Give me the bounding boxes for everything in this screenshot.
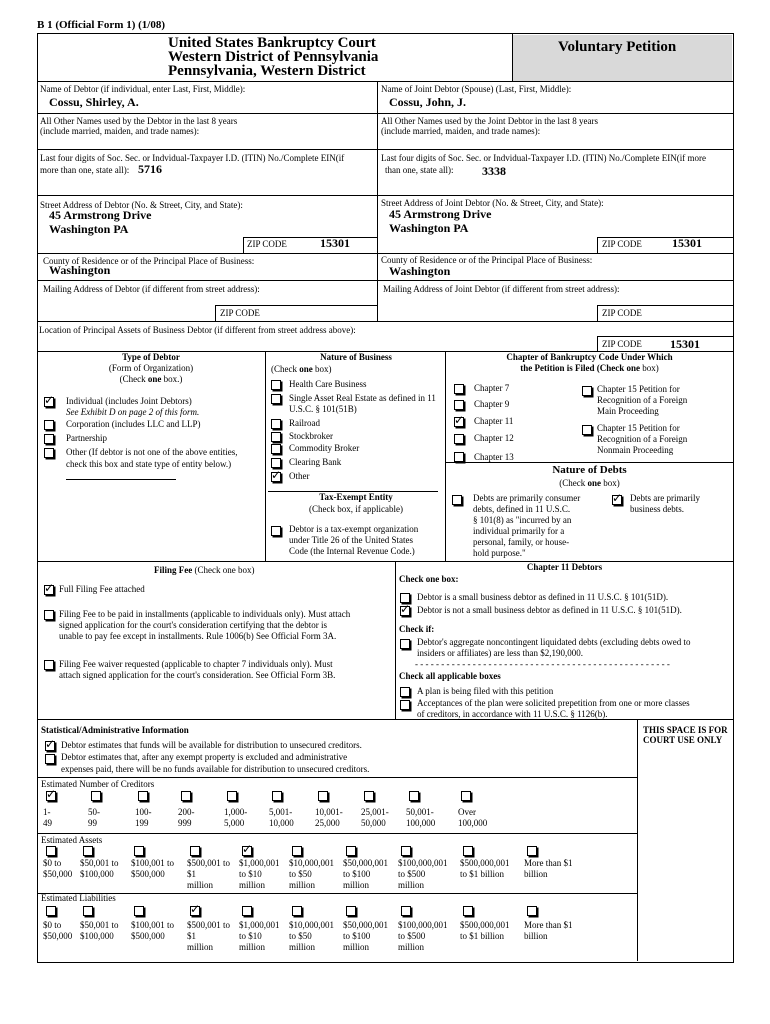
corporation-label: Corporation (includes LLC and LLP) bbox=[66, 419, 201, 429]
debtor-street-1[interactable]: 45 Armstrong Drive bbox=[49, 208, 152, 222]
not-small-business-label: Debtor is not a small business debtor as defined in 11 U.S.C. § 101(51D). bbox=[417, 605, 682, 615]
joint-county-label: County of Residence or of the Principal Place of Business: bbox=[381, 255, 593, 265]
installments-l2: signed application for the court's consideration certifying that the debtor is bbox=[59, 620, 328, 630]
joint-street-label: Street Address of Joint Debtor (No. & Street, City, and State): bbox=[381, 198, 604, 208]
acceptances-l1: Acceptances of the plan were solicited prepetition from one or more classes bbox=[417, 698, 690, 708]
assets-option-5-label: million bbox=[239, 880, 266, 890]
debtor-name-label: Name of Debtor (if individual, enter Last, First, Middle): bbox=[40, 84, 246, 94]
creditors-option-9-checkbox[interactable] bbox=[409, 791, 419, 801]
liabilities-option-8-label: $100,000,001 bbox=[398, 920, 448, 930]
nature-business-sub: (Check one box) bbox=[271, 364, 332, 374]
consumer-l5: personal, family, or house- bbox=[473, 537, 570, 547]
nature-business-title: Nature of Business bbox=[320, 352, 392, 362]
acceptances-l2: of creditors, in accordance with 11 U.S.C. § 1126(b). bbox=[417, 709, 608, 719]
creditors-option-1-checkbox[interactable] bbox=[46, 791, 56, 801]
location-zip[interactable]: 15301 bbox=[670, 337, 700, 351]
assets-label: Estimated Assets bbox=[41, 835, 103, 845]
assets-option-10-checkbox[interactable] bbox=[527, 846, 537, 856]
location-label: Location of Principal Assets of Business Debtor (if different from street address above): bbox=[39, 325, 356, 335]
business-l2: business debts. bbox=[630, 504, 684, 514]
liabilities-label: Estimated Liabilities bbox=[41, 893, 116, 903]
other-entity-label-2: check this box and state type of entity below.) bbox=[66, 459, 232, 469]
tax-exempt-checkbox[interactable] bbox=[271, 526, 281, 536]
assets-option-7-label: million bbox=[343, 880, 370, 890]
statistical-title: Statistical/Administrative Information bbox=[41, 725, 189, 735]
aggregate-l1: Debtor's aggregate noncontingent liquidated debts (excluding debts owed to bbox=[417, 637, 691, 647]
assets-option-4-label: $1 bbox=[187, 869, 196, 879]
court-line-3: Pennsylvania, Western District bbox=[168, 63, 366, 79]
other-business-label: Other bbox=[289, 471, 310, 481]
assets-option-10-label: More than $1 bbox=[524, 858, 573, 868]
partnership-label: Partnership bbox=[66, 433, 107, 443]
creditors-option-5-checkbox[interactable] bbox=[227, 791, 237, 801]
assets-option-1-label: $0 to bbox=[43, 858, 62, 868]
joint-other-names-label: All Other Names used by the Joint Debtor in the last 8 years bbox=[381, 116, 598, 126]
chapter-15-main-checkbox[interactable] bbox=[582, 386, 592, 396]
chapter-13-checkbox[interactable] bbox=[454, 452, 464, 462]
creditors-option-8-checkbox[interactable] bbox=[364, 791, 374, 801]
plan-filed-checkbox[interactable] bbox=[400, 687, 410, 697]
assets-option-10-label: billion bbox=[524, 869, 548, 879]
railroad-label: Railroad bbox=[289, 418, 320, 428]
health-care-checkbox[interactable] bbox=[271, 380, 281, 390]
assets-option-3-label: $100,001 to bbox=[131, 858, 175, 868]
funds-available-label: Debtor estimates that funds will be available for distribution to unsecured creditors. bbox=[61, 740, 362, 750]
joint-other-names-label-2: (include married, maiden, and trade names): bbox=[381, 126, 541, 136]
assets-option-3-checkbox[interactable] bbox=[134, 846, 144, 856]
creditors-option-3-label: 100- bbox=[135, 807, 152, 817]
nature-debts-sub: (Check one box) bbox=[559, 478, 620, 488]
liabilities-option-10-label: More than $1 bbox=[524, 920, 573, 930]
assets-option-8-label: million bbox=[398, 880, 425, 890]
debtor-ssn[interactable]: 5716 bbox=[138, 162, 162, 176]
installments-l3: unable to pay fee except in installments. Rule 1006(b) See Official Form 3A. bbox=[59, 631, 337, 641]
liabilities-option-1-label: $0 to bbox=[43, 920, 62, 930]
assets-option-9-label: $500,000,001 bbox=[460, 858, 510, 868]
type-debtor-sub2: (Check one box.) bbox=[119, 374, 183, 384]
no-funds-checkbox[interactable] bbox=[45, 754, 55, 764]
other-entity-line[interactable] bbox=[66, 479, 176, 480]
liabilities-option-8-label: million bbox=[398, 942, 425, 952]
creditors-option-1-label: 1- bbox=[43, 807, 51, 817]
liabilities-option-4-label: $1 bbox=[187, 931, 196, 941]
liabilities-option-4-checkbox[interactable] bbox=[190, 906, 200, 916]
liabilities-option-10-label: billion bbox=[524, 931, 548, 941]
full-fee-label: Full Filing Fee attached bbox=[59, 584, 145, 594]
clearing-bank-label: Clearing Bank bbox=[289, 457, 342, 467]
tax-exempt-title: Tax-Exempt Entity bbox=[319, 492, 393, 502]
debtor-other-names-label: All Other Names used by the Debtor in the last 8 years bbox=[40, 116, 238, 126]
assets-option-4-checkbox[interactable] bbox=[190, 846, 200, 856]
consumer-l4: individual primarily for a bbox=[473, 526, 565, 536]
court-use-l2: COURT USE ONLY bbox=[643, 735, 723, 745]
nature-debts-title: Nature of Debts bbox=[552, 464, 627, 476]
chapter-11-checkbox[interactable] bbox=[454, 417, 464, 427]
debtor-county[interactable]: Washington bbox=[49, 263, 111, 277]
creditors-option-8-label: 25,001- bbox=[361, 807, 389, 817]
other-entity-checkbox[interactable] bbox=[44, 448, 54, 458]
business-debts-checkbox[interactable] bbox=[612, 495, 622, 505]
assets-option-2-checkbox[interactable] bbox=[83, 846, 93, 856]
assets-option-8-label: $100,000,001 bbox=[398, 858, 448, 868]
consumer-l2: debts, defined in 11 U.S.C. bbox=[473, 504, 571, 514]
waiver-checkbox[interactable] bbox=[44, 660, 54, 670]
chapter-9-checkbox[interactable] bbox=[454, 400, 464, 410]
ch11-debtors-title: Chapter 11 Debtors bbox=[526, 562, 603, 572]
debtor-mail-zip-label: ZIP CODE bbox=[220, 308, 260, 318]
joint-name-label: Name of Joint Debtor (Spouse) (Last, First, Middle): bbox=[381, 84, 572, 94]
chapter-12-label: Chapter 12 bbox=[474, 433, 514, 443]
creditors-option-4-label: 999 bbox=[178, 818, 192, 828]
waiver-l2: attach signed application for the court's consideration. See Official Form 3B. bbox=[59, 670, 336, 680]
chapter-15-nonmain-l1: Chapter 15 Petition for bbox=[597, 423, 680, 433]
assets-option-4-label: $500,001 to bbox=[187, 858, 231, 868]
assets-option-2-label: $100,000 bbox=[80, 869, 114, 879]
court-line-1: United States Bankruptcy Court bbox=[168, 35, 376, 51]
joint-name[interactable]: Cossu, John, J. bbox=[389, 95, 467, 109]
joint-zip-label: ZIP CODE bbox=[602, 239, 642, 249]
debtor-other-names-label-2: (include married, maiden, and trade names): bbox=[40, 126, 200, 136]
joint-mailing-label: Mailing Address of Joint Debtor (if different from street address): bbox=[383, 284, 620, 294]
stockbroker-checkbox[interactable] bbox=[271, 432, 281, 442]
liabilities-option-6-label: $10,000,001 bbox=[289, 920, 334, 930]
consumer-debts-checkbox[interactable] bbox=[452, 495, 462, 505]
health-care-label: Health Care Business bbox=[289, 379, 367, 389]
see-exhibit-d: See Exhibit D on page 2 of this form. bbox=[66, 407, 200, 417]
single-asset-label-2: U.S.C. § 101(51B) bbox=[289, 404, 357, 414]
assets-option-7-label: to $100 bbox=[343, 869, 371, 879]
tax-exempt-l2: under Title 26 of the United States bbox=[289, 535, 413, 545]
chapter-15-main-l2: Recognition of a Foreign bbox=[597, 395, 688, 405]
liabilities-option-4-label: million bbox=[187, 942, 214, 952]
liabilities-option-5-checkbox[interactable] bbox=[242, 906, 252, 916]
assets-option-9-label: to $1 billion bbox=[460, 869, 505, 879]
creditors-option-7-label: 25,000 bbox=[315, 818, 340, 828]
chapter-7-label: Chapter 7 bbox=[474, 383, 510, 393]
liabilities-option-10-checkbox[interactable] bbox=[527, 906, 537, 916]
consumer-l3: § 101(8) as "incurred by an bbox=[473, 515, 572, 525]
business-l1: Debts are primarily bbox=[630, 493, 700, 503]
debtor-mailing-label: Mailing Address of Debtor (if different from street address): bbox=[43, 284, 260, 294]
no-funds-l2: expenses paid, there will be no funds available for distribution to unsecured creditors. bbox=[61, 764, 370, 774]
other-entity-label: Other (If debtor is not one of the above entities, bbox=[66, 447, 238, 457]
liabilities-option-5-label: million bbox=[239, 942, 266, 952]
tax-exempt-l1: Debtor is a tax-exempt organization bbox=[289, 524, 419, 534]
debtor-zip-label: ZIP CODE bbox=[247, 239, 287, 249]
liabilities-option-6-checkbox[interactable] bbox=[292, 906, 302, 916]
chapter-13-label: Chapter 13 bbox=[474, 452, 514, 462]
joint-county[interactable]: Washington bbox=[389, 264, 451, 278]
assets-option-5-label: to $10 bbox=[239, 869, 262, 879]
chapter-15-nonmain-l3: Nonmain Proceeding bbox=[597, 445, 674, 455]
chapter-title: Chapter of Bankruptcy Code Under Which bbox=[506, 352, 673, 362]
creditors-option-2-checkbox[interactable] bbox=[91, 791, 101, 801]
joint-street-1[interactable]: 45 Armstrong Drive bbox=[389, 207, 492, 221]
chapter-15-main-l3: Main Proceeding bbox=[597, 406, 659, 416]
individual-label: Individual (includes Joint Debtors) bbox=[66, 396, 192, 406]
liabilities-option-1-checkbox[interactable] bbox=[46, 906, 56, 916]
type-debtor-title: Type of Debtor bbox=[122, 352, 180, 362]
single-asset-checkbox[interactable] bbox=[271, 394, 281, 404]
assets-option-9-checkbox[interactable] bbox=[463, 846, 473, 856]
creditors-label: Estimated Number of Creditors bbox=[41, 779, 155, 789]
liabilities-option-3-label: $500,000 bbox=[131, 931, 165, 941]
debtor-ssn-label-2: more than one, state all): bbox=[40, 165, 130, 175]
tax-exempt-sub: (Check box, if applicable) bbox=[309, 504, 403, 514]
consumer-l1: Debts are primarily consumer bbox=[473, 493, 581, 503]
joint-ssn-label-2: than one, state all): bbox=[385, 165, 454, 175]
creditors-option-5-label: 5,000 bbox=[224, 818, 245, 828]
creditors-option-8-label: 50,000 bbox=[361, 818, 386, 828]
chapter-9-label: Chapter 9 bbox=[474, 399, 510, 409]
installments-l1: Filing Fee to be paid in installments (applicable to individuals only). Must attach bbox=[59, 609, 351, 619]
liabilities-option-7-label: $50,000,001 bbox=[343, 920, 388, 930]
commodity-label: Commodity Broker bbox=[289, 443, 360, 453]
petition-title: Voluntary Petition bbox=[558, 39, 677, 55]
form-id: B 1 (Official Form 1) (1/08) bbox=[37, 19, 165, 31]
creditors-option-2-label: 99 bbox=[88, 818, 97, 828]
full-fee-checkbox[interactable] bbox=[44, 585, 54, 595]
liabilities-option-5-label: $1,000,001 bbox=[239, 920, 280, 930]
joint-street-2[interactable]: Washington PA bbox=[389, 221, 469, 235]
type-debtor-sub1: (Form of Organization) bbox=[108, 363, 194, 373]
liabilities-option-5-label: to $10 bbox=[239, 931, 262, 941]
creditors-option-9-label: 100,000 bbox=[406, 818, 436, 828]
commodity-checkbox[interactable] bbox=[271, 444, 281, 454]
debtor-street-label: Street Address of Debtor (No. & Street, City, and State): bbox=[40, 200, 243, 210]
liabilities-option-8-checkbox[interactable] bbox=[401, 906, 411, 916]
filing-fee-title: Filing Fee (Check one box) bbox=[154, 565, 255, 575]
assets-option-5-label: $1,000,001 bbox=[239, 858, 280, 868]
liabilities-option-7-label: to $100 bbox=[343, 931, 371, 941]
liabilities-option-4-label: $500,001 to bbox=[187, 920, 231, 930]
acceptances-checkbox[interactable] bbox=[400, 700, 410, 710]
liabilities-option-2-label: $50,001 to bbox=[80, 920, 119, 930]
small-business-label: Debtor is a small business debtor as defined in 11 U.S.C. § 101(51D). bbox=[417, 592, 669, 602]
debtor-name[interactable]: Cossu, Shirley, A. bbox=[49, 95, 139, 109]
creditors-option-4-label: 200- bbox=[178, 807, 195, 817]
creditors-option-10-label: 100,000 bbox=[458, 818, 488, 828]
assets-option-3-label: $500,000 bbox=[131, 869, 165, 879]
assets-option-7-checkbox[interactable] bbox=[346, 846, 356, 856]
liabilities-option-3-label: $100,001 to bbox=[131, 920, 175, 930]
individual-checkbox[interactable] bbox=[44, 397, 54, 407]
ch11-check-all: Check all applicable boxes bbox=[399, 671, 501, 681]
liabilities-option-9-checkbox[interactable] bbox=[463, 906, 473, 916]
installments-checkbox[interactable] bbox=[44, 610, 54, 620]
chapter-7-checkbox[interactable] bbox=[454, 384, 464, 394]
joint-mail-zip-label: ZIP CODE bbox=[602, 308, 642, 318]
creditors-option-10-checkbox[interactable] bbox=[461, 791, 471, 801]
creditors-option-2-label: 50- bbox=[88, 807, 100, 817]
creditors-option-3-label: 199 bbox=[135, 818, 149, 828]
liabilities-option-9-label: to $1 billion bbox=[460, 931, 505, 941]
partnership-checkbox[interactable] bbox=[44, 434, 54, 444]
court-line-2: Western District of Pennsylvania bbox=[168, 49, 379, 65]
stockbroker-label: Stockbroker bbox=[289, 431, 333, 441]
assets-option-1-checkbox[interactable] bbox=[46, 846, 56, 856]
ch11-check-one: Check one box: bbox=[399, 574, 459, 584]
chapter-11-label: Chapter 11 bbox=[474, 416, 514, 426]
assets-option-2-label: $50,001 to bbox=[80, 858, 119, 868]
no-funds-l1: Debtor estimates that, after any exempt property is excluded and administrative bbox=[61, 752, 348, 762]
chapter-12-checkbox[interactable] bbox=[454, 434, 464, 444]
single-asset-label: Single Asset Real Estate as defined in 11 bbox=[289, 393, 436, 403]
assets-option-7-label: $50,000,001 bbox=[343, 858, 388, 868]
joint-ssn[interactable]: 3338 bbox=[482, 164, 506, 178]
aggregate-debts-checkbox[interactable] bbox=[400, 639, 410, 649]
liabilities-option-6-label: to $50 bbox=[289, 931, 312, 941]
chapter-15-nonmain-l2: Recognition of a Foreign bbox=[597, 434, 688, 444]
assets-option-5-checkbox[interactable] bbox=[242, 846, 252, 856]
assets-option-8-label: to $500 bbox=[398, 869, 426, 879]
creditors-option-4-checkbox[interactable] bbox=[181, 791, 191, 801]
tax-exempt-l3: Code (the Internal Revenue Code.) bbox=[289, 546, 415, 556]
liabilities-option-1-label: $50,000 bbox=[43, 931, 73, 941]
creditors-option-7-checkbox[interactable] bbox=[318, 791, 328, 801]
creditors-option-3-checkbox[interactable] bbox=[138, 791, 148, 801]
liabilities-option-2-checkbox[interactable] bbox=[83, 906, 93, 916]
chapter-title-2: the Petition is Filed (Check one box) bbox=[520, 363, 659, 373]
creditors-option-6-label: 5,001- bbox=[269, 807, 293, 817]
railroad-checkbox[interactable] bbox=[271, 419, 281, 429]
chapter-15-main-l1: Chapter 15 Petition for bbox=[597, 384, 680, 394]
assets-option-6-label: million bbox=[289, 880, 316, 890]
assets-option-6-label: to $50 bbox=[289, 869, 312, 879]
creditors-option-7-label: 10,001- bbox=[315, 807, 343, 817]
dashed-separator: - - - - - - - - - - - - - - - - - - - - - - - - - - - - - - - - - - - - - - - - - - - - - - - - - bbox=[415, 659, 670, 669]
consumer-l6: hold purpose." bbox=[473, 548, 526, 558]
liabilities-option-3-checkbox[interactable] bbox=[134, 906, 144, 916]
chapter-15-nonmain-checkbox[interactable] bbox=[582, 425, 592, 435]
court-use-l1: THIS SPACE IS FOR bbox=[643, 725, 728, 735]
assets-option-1-label: $50,000 bbox=[43, 869, 73, 879]
not-small-business-checkbox[interactable] bbox=[400, 606, 410, 616]
creditors-option-6-label: 10,000 bbox=[269, 818, 294, 828]
liabilities-option-6-label: million bbox=[289, 942, 316, 952]
joint-zip[interactable]: 15301 bbox=[672, 236, 702, 250]
plan-filed-label: A plan is being filed with this petition bbox=[417, 686, 554, 696]
waiver-l1: Filing Fee waiver requested (applicable to chapter 7 individuals only). Must bbox=[59, 659, 333, 669]
funds-available-checkbox[interactable] bbox=[45, 741, 55, 751]
assets-option-6-label: $10,000,001 bbox=[289, 858, 334, 868]
liabilities-option-7-checkbox[interactable] bbox=[346, 906, 356, 916]
creditors-option-5-label: 1,000- bbox=[224, 807, 248, 817]
liabilities-option-9-label: $500,000,001 bbox=[460, 920, 510, 930]
liabilities-option-2-label: $100,000 bbox=[80, 931, 114, 941]
assets-option-4-label: million bbox=[187, 880, 214, 890]
joint-ssn-label: Last four digits of Soc. Sec. or Indvidual-Taxpayer I.D. (ITIN) No./Complete EIN(if more bbox=[381, 153, 707, 163]
corporation-checkbox[interactable] bbox=[44, 420, 54, 430]
assets-option-8-checkbox[interactable] bbox=[401, 846, 411, 856]
other-business-checkbox[interactable] bbox=[271, 472, 281, 482]
aggregate-l2: insiders or affiliates) are less than $2,190,000. bbox=[417, 648, 584, 658]
creditors-option-1-label: 49 bbox=[43, 818, 52, 828]
creditors-option-9-label: 50,001- bbox=[406, 807, 434, 817]
creditors-option-6-checkbox[interactable] bbox=[272, 791, 282, 801]
ch11-check-if: Check if: bbox=[399, 624, 435, 634]
debtor-street-2[interactable]: Washington PA bbox=[49, 222, 129, 236]
location-zip-label: ZIP CODE bbox=[602, 339, 642, 349]
debtor-county-label: County of Residence or of the Principal Place of Business: bbox=[43, 256, 255, 266]
creditors-option-10-label: Over bbox=[458, 807, 476, 817]
debtor-zip[interactable]: 15301 bbox=[320, 236, 350, 250]
clearing-bank-checkbox[interactable] bbox=[271, 458, 281, 468]
assets-option-6-checkbox[interactable] bbox=[292, 846, 302, 856]
debtor-ssn-label: Last four digits of Soc. Sec. or Indvidual-Taxpayer I.D. (ITIN) No./Complete EIN(if bbox=[40, 153, 345, 163]
liabilities-option-7-label: million bbox=[343, 942, 370, 952]
liabilities-option-8-label: to $500 bbox=[398, 931, 426, 941]
